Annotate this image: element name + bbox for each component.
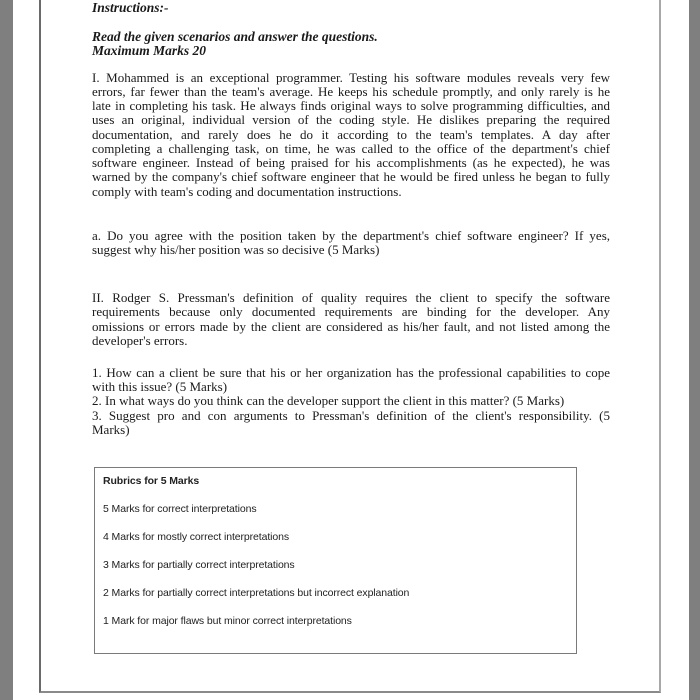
scenario-1-line: uses an original, individual version of the coding style. He dislikes preparing the required [92, 112, 610, 127]
rubric-item: 5 Marks for correct interpretations [103, 503, 257, 515]
rubric-title: Rubrics for 5 Marks [103, 475, 200, 487]
rubric-box [94, 467, 577, 654]
question-3-line: Marks) [92, 422, 130, 437]
rubric-item: 2 Marks for partially correct interpretations but incorrect explanation [103, 587, 410, 599]
question-1-line: 1. How can a client be sure that his or her organization has the professional capabilities to cope [92, 365, 610, 380]
scenario-1-line: documentation, and rarely does he do it according to the team's templates. A day after [92, 127, 610, 142]
question-a-line: a. Do you agree with the position taken by the department's chief software engineer? If yes, [92, 228, 610, 243]
rubric-item: 4 Marks for mostly correct interpretations [103, 531, 290, 543]
rubric-item: 1 Mark for major flaws but minor correct interpretations [103, 615, 352, 627]
instructions-heading: Instructions:- [92, 0, 169, 15]
question-3-line: 3. Suggest pro and con arguments to Pressman's definition of the client's responsibility. (5 [92, 408, 610, 423]
viewer-right-gutter [689, 0, 700, 700]
question-a-line: suggest why his/her position was so decisive (5 Marks) [92, 242, 380, 257]
scenario-1-line: comply with team's coding and documentation instructions. [92, 184, 402, 199]
rubric-item: 3 Marks for partially correct interpretations [103, 559, 295, 571]
viewer-left-gutter [0, 0, 13, 700]
question-1-line: with this issue? (5 Marks) [92, 379, 228, 394]
scenario-2-line: requirements because only documented requirements are binding for the developer. Any [92, 304, 610, 319]
read-instruction: Read the given scenarios and answer the questions. [92, 29, 378, 44]
scenario-1-line: warned by the company's chief software engineer that he would be fired unless he began to fully [92, 169, 610, 184]
scenario-1-line: late in completing his task. He always finds original ways to solve programming difficulties, and [92, 98, 610, 113]
scenario-2-line: omissions or errors made by the client are considered as his/her fault, and not listed among the [92, 319, 610, 334]
scenario-2-line: II. Rodger S. Pressman's definition of quality requires the client to specify the software [92, 290, 610, 305]
scenario-1-line: errors, far fewer than the team's average. He keeps his schedule promptly, and only rarely is he [92, 84, 610, 99]
scenario-2-line: developer's errors. [92, 333, 188, 348]
scenario-1-line: completing a challenging task, on time, he was called to the office of the department's chief [92, 141, 610, 156]
maximum-marks: Maximum Marks 20 [92, 43, 207, 58]
scenario-1-line: software engineer. Instead of being praised for his accomplishments (as he expected), he was [92, 155, 610, 170]
question-2-line: 2. In what ways do you think can the developer support the client in this matter? (5 Marks) [92, 393, 565, 408]
scenario-1-line: I. Mohammed is an exceptional programmer. Testing his software modules reveals very few [92, 70, 610, 85]
